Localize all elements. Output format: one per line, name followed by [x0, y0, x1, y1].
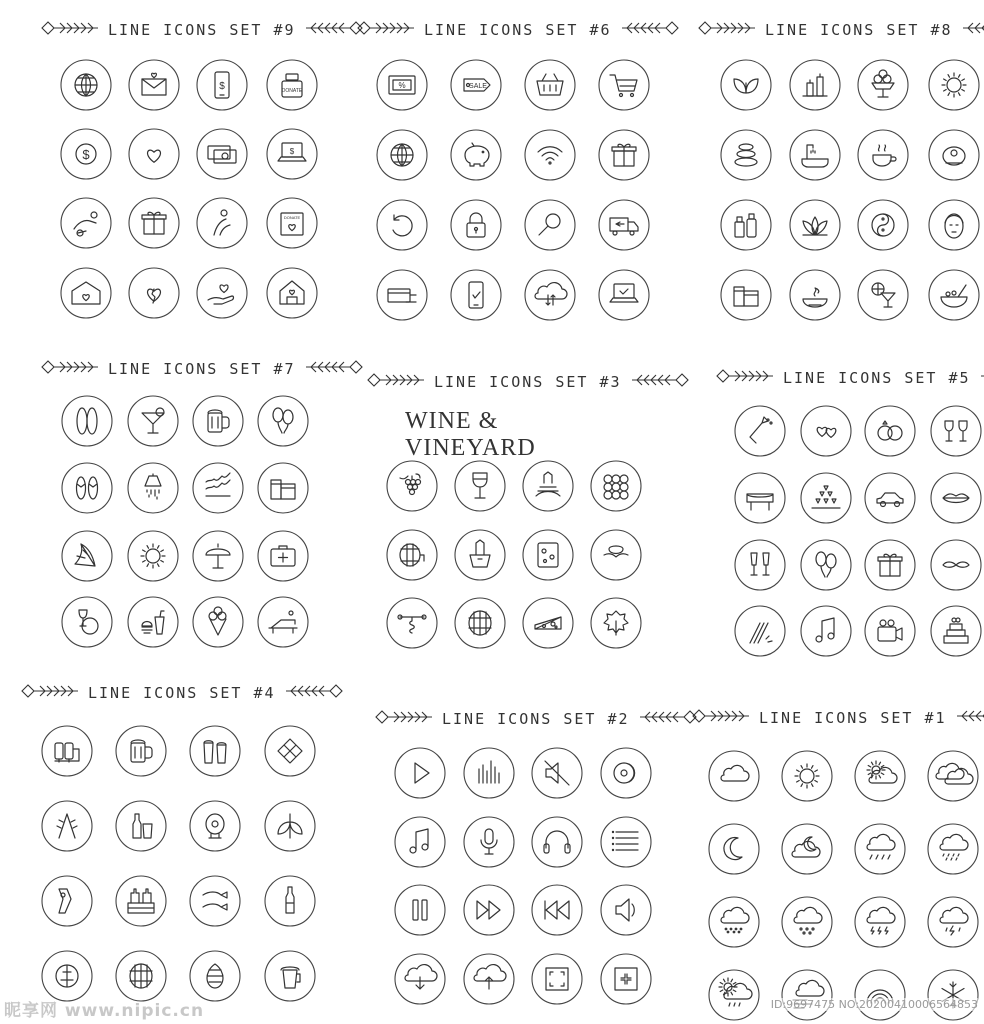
first-aid-kit-icon	[257, 530, 309, 582]
piggy-bank-icon	[450, 129, 502, 181]
banquet-table-icon	[734, 472, 786, 524]
home-heart-icon	[266, 267, 318, 319]
arrow-ornament-left-icon	[374, 709, 434, 728]
rainbow-icon	[854, 969, 906, 1021]
ice-cream-cup-icon	[857, 59, 909, 111]
globe-icon	[376, 129, 428, 181]
arrow-ornament-left-icon	[691, 708, 751, 727]
house-heart-icon	[60, 267, 112, 319]
moon-icon	[708, 823, 760, 875]
sale-tag-icon	[450, 59, 502, 111]
bathtub-shower-icon	[789, 129, 841, 181]
wine-label-icon	[522, 529, 574, 581]
arrow-ornament-left-icon	[715, 368, 775, 387]
refresh-icon	[376, 199, 428, 251]
volume-icon	[600, 884, 652, 936]
spa-stones-icon	[720, 129, 772, 181]
broken-heart-icon	[128, 267, 180, 319]
barrel-icon	[454, 597, 506, 649]
set-header	[366, 372, 690, 391]
heart-icon	[128, 128, 180, 180]
arrow-ornament-right-icon	[284, 683, 344, 702]
donate-jar-icon	[266, 59, 318, 111]
svg-text:$: $	[289, 147, 295, 156]
gift-box-icon	[598, 129, 650, 181]
music-note-icon	[800, 605, 852, 657]
cloud-rain-icon	[854, 823, 906, 875]
arrow-ornament-right-icon	[630, 372, 690, 391]
set-header	[374, 709, 698, 728]
set-subtitle: WINE & VINEYARD	[405, 408, 536, 461]
set-title: LINE ICONS SET #8	[765, 20, 953, 39]
two-hearts-icon	[800, 405, 852, 457]
mustache-icon	[930, 539, 982, 591]
envelope-heart-icon	[128, 59, 180, 111]
cloud-storm-icon	[854, 896, 906, 948]
shower-icon	[127, 462, 179, 514]
dollar-coin-icon	[60, 128, 112, 180]
flip-flops-icon	[61, 462, 113, 514]
arrow-ornament-right-icon	[955, 708, 984, 727]
meditation-icon	[928, 129, 980, 181]
beer-mug-icon	[192, 395, 244, 447]
headphones-icon	[531, 816, 583, 868]
leaves-icon	[720, 59, 772, 111]
playlist-icon	[600, 816, 652, 868]
corkscrew-icon	[386, 597, 438, 649]
set-header	[40, 359, 364, 378]
shopping-basket-icon	[524, 59, 576, 111]
arrow-ornament-left-icon	[40, 20, 100, 39]
scrub-bowl-icon	[928, 269, 980, 321]
wine-toast-icon	[930, 405, 982, 457]
video-camera-icon	[864, 605, 916, 657]
cloud-sync-icon	[524, 269, 576, 321]
moon-cloud-icon	[781, 823, 833, 875]
set-header	[697, 20, 984, 39]
clouds-icon	[927, 750, 979, 802]
pause-icon	[394, 884, 446, 936]
music-note-icon	[394, 816, 446, 868]
arrow-ornament-left-icon	[366, 372, 426, 391]
arrow-ornament-right-icon	[304, 20, 364, 39]
balloons-icon	[257, 395, 309, 447]
coupon-percent-icon	[376, 59, 428, 111]
wine-tasting-icon	[590, 529, 642, 581]
hand-coin-icon	[60, 197, 112, 249]
barrel-icon	[115, 950, 167, 1002]
cd-disc-icon	[600, 747, 652, 799]
arrow-ornament-left-icon	[356, 20, 416, 39]
fish-icon	[189, 875, 241, 927]
lips-icon	[930, 472, 982, 524]
car-icon	[864, 472, 916, 524]
cosmetic-bottles-icon	[720, 199, 772, 251]
towels-icon	[720, 269, 772, 321]
sun-icon	[928, 59, 980, 111]
set-title: LINE ICONS SET #9	[108, 20, 296, 39]
yin-yang-icon	[857, 199, 909, 251]
lotus-icon	[789, 199, 841, 251]
set-title: LINE ICONS SET #6	[424, 20, 612, 39]
beer-glasses-icon	[189, 725, 241, 777]
set-title: LINE ICONS SET #7	[108, 359, 296, 378]
set-header	[691, 708, 984, 727]
svg-text:%: %	[398, 81, 406, 90]
wheat-icon	[41, 800, 93, 852]
towels-icon	[257, 462, 309, 514]
credit-card-hand-icon	[376, 269, 428, 321]
cloud-hail-icon	[781, 896, 833, 948]
hop-cone-icon	[189, 950, 241, 1002]
donate-box-icon	[266, 197, 318, 249]
vineyard-house-icon	[522, 460, 574, 512]
wine-glass-icon	[454, 460, 506, 512]
svg-text:DONATE: DONATE	[283, 215, 301, 220]
bottle-opener-icon	[41, 875, 93, 927]
svg-text:SALE: SALE	[469, 83, 487, 90]
beer-bottle-glass-icon	[115, 800, 167, 852]
beer-bottle-icon	[264, 875, 316, 927]
champagne-bucket-icon	[454, 529, 506, 581]
wifi-icon	[524, 129, 576, 181]
snowflake-icon	[927, 969, 979, 1021]
set-header	[20, 683, 344, 702]
magnifier-icon	[524, 199, 576, 251]
set-title: LINE ICONS SET #1	[759, 708, 947, 727]
arrow-ornament-right-icon	[979, 368, 984, 387]
cloud-wind-icon	[781, 969, 833, 1021]
cocktail-citrus-icon	[857, 269, 909, 321]
laptop-dollar-icon	[266, 128, 318, 180]
arrow-ornament-left-icon	[697, 20, 757, 39]
brewery-tanks-icon	[41, 725, 93, 777]
cloud-snow-icon	[708, 896, 760, 948]
shopping-cart-icon	[598, 59, 650, 111]
sunbed-icon	[257, 596, 309, 648]
beer-crate-icon	[115, 875, 167, 927]
watermark-right: ID:9697475 NO:20200410006564853	[770, 998, 978, 1011]
fullscreen-icon	[531, 953, 583, 1005]
set-title: LINE ICONS SET #2	[442, 709, 630, 728]
padlock-icon	[450, 199, 502, 251]
svg-text:$: $	[82, 147, 90, 162]
svg-text:$: $	[219, 81, 225, 92]
delivery-truck-icon	[598, 199, 650, 251]
rewind-icon	[531, 884, 583, 936]
tea-cup-icon	[857, 129, 909, 181]
beach-umbrella-icon	[192, 530, 244, 582]
sun-cloud-rain-icon	[708, 969, 760, 1021]
surfboards-icon	[61, 395, 113, 447]
arrow-ornament-right-icon	[304, 359, 364, 378]
hops-icon	[264, 725, 316, 777]
equalizer-icon	[463, 747, 515, 799]
arrow-ornament-right-icon	[620, 20, 680, 39]
set-header	[40, 20, 364, 39]
svg-text:DONATE: DONATE	[281, 88, 303, 94]
laptop-check-icon	[598, 269, 650, 321]
set-title: LINE ICONS SET #4	[88, 683, 276, 702]
set-header	[715, 368, 984, 387]
grapes-icon	[386, 460, 438, 512]
fast-food-icon	[127, 596, 179, 648]
arrow-ornament-left-icon	[20, 683, 80, 702]
gift-box-icon	[864, 539, 916, 591]
smartphone-dollar-icon	[196, 59, 248, 111]
cash-bills-icon	[196, 128, 248, 180]
beer-badge-icon	[41, 950, 93, 1002]
wine-barrel-icon	[386, 529, 438, 581]
sun-icon	[781, 750, 833, 802]
fast-forward-icon	[463, 884, 515, 936]
champagne-bottle-icon	[734, 405, 786, 457]
cloud-download-icon	[394, 953, 446, 1005]
sun-cloud-icon	[854, 750, 906, 802]
hand-ball-icon	[196, 197, 248, 249]
wine-glass-plate-icon	[61, 596, 113, 648]
cloud-icon	[708, 750, 760, 802]
cheese-icon	[522, 597, 574, 649]
arrow-ornament-right-icon	[638, 709, 698, 728]
grape-leaf-icon	[590, 597, 642, 649]
champagne-tower-icon	[800, 472, 852, 524]
candles-icon	[789, 59, 841, 111]
play-icon	[394, 747, 446, 799]
hand-heart-icon	[196, 267, 248, 319]
exit-fullscreen-icon	[600, 953, 652, 1005]
wine-rack-icon	[590, 460, 642, 512]
arrow-ornament-left-icon	[40, 359, 100, 378]
globe-icon	[60, 59, 112, 111]
beer-mug-icon	[115, 725, 167, 777]
mute-icon	[531, 747, 583, 799]
cloud-drizzle-icon	[927, 823, 979, 875]
microphone-icon	[463, 816, 515, 868]
sea-waves-icon	[192, 462, 244, 514]
cloud-upload-icon	[463, 953, 515, 1005]
ice-cream-cone-icon	[192, 596, 244, 648]
beer-barrel-tap-icon	[189, 800, 241, 852]
face-mask-icon	[928, 199, 980, 251]
arrow-ornament-right-icon	[961, 20, 984, 39]
wedding-cake-icon	[930, 605, 982, 657]
gift-box-icon	[128, 197, 180, 249]
set-title: LINE ICONS SET #5	[783, 368, 971, 387]
palm-leaf-icon	[61, 530, 113, 582]
watermark-left: 昵享网 www.nipic.cn	[4, 1001, 205, 1021]
sun-icon	[127, 530, 179, 582]
beer-foam-glass-icon	[264, 950, 316, 1002]
aroma-bowl-icon	[789, 269, 841, 321]
set-header	[356, 20, 680, 39]
champagne-glasses-icon	[734, 539, 786, 591]
wedding-rings-icon	[864, 405, 916, 457]
cloud-lightning-icon	[927, 896, 979, 948]
smartphone-check-icon	[450, 269, 502, 321]
set-title: LINE ICONS SET #3	[434, 372, 622, 391]
fireworks-icon	[734, 605, 786, 657]
balloons-icon	[800, 539, 852, 591]
hop-leaves-icon	[264, 800, 316, 852]
cocktail-icon	[127, 395, 179, 447]
